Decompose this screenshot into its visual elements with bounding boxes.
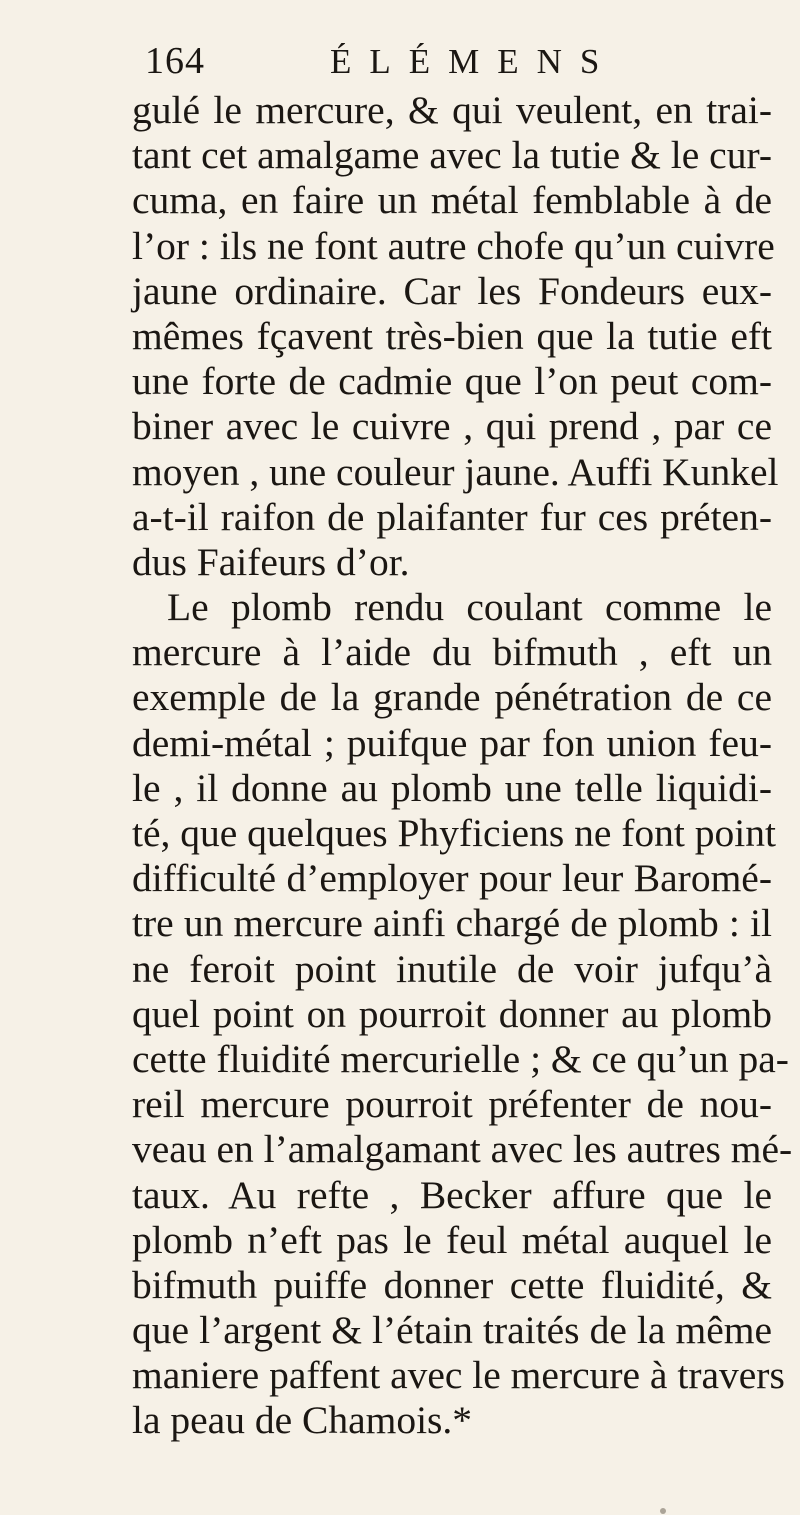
text-line: plomb n’eft pas le feul métal auquel le	[132, 1217, 772, 1262]
text-line: a-t-il raifon de plaifanter fur ces préten-	[132, 494, 772, 539]
text-line: une forte de cadmie que l’on peut com-	[132, 359, 772, 404]
running-head: ÉLÉMENS	[330, 42, 618, 81]
page-number: 164	[145, 40, 205, 82]
text-line: ne feroit point inutile de voir jufqu’à	[132, 946, 772, 991]
text-line: jaune ordinaire. Car les Fondeurs eux-	[132, 268, 772, 313]
page-header	[0, 28, 800, 96]
text-line: mêmes fçavent très-bien que la tutie eft	[132, 313, 772, 358]
text-line: moyen , une couleur jaune. Auffi Kunkel	[132, 449, 779, 494]
paragraph-start-line: Le plomb rendu coulant comme le	[167, 585, 772, 630]
paper-spot	[660, 1508, 666, 1514]
text-line: bifmuth puiffe donner cette fluidité, &	[132, 1262, 772, 1307]
text-line: le , il donne au plomb une telle liquidi-	[132, 765, 772, 810]
text-line: que l’argent & l’étain traités de la même	[132, 1308, 772, 1353]
text-line: difficulté d’employer pour leur Baromé-	[132, 856, 772, 901]
text-line: veau en l’amalgamant avec les autres mé-	[132, 1127, 793, 1172]
main-text	[132, 88, 793, 1444]
text-line: cuma, en faire un métal femblable à de	[132, 178, 772, 223]
text-line: taux. Au refte , Becker affure que le	[132, 1172, 772, 1217]
text-line: gulé le mercure, & qui veulent, en trai-	[132, 88, 772, 132]
text-line: biner avec le cuivre , qui prend , par ce	[132, 404, 772, 449]
text-line: maniere paffent avec le mercure à travers	[132, 1353, 785, 1398]
text-line: demi-métal ; puifque par fon union feu-	[132, 720, 772, 765]
text-line: la peau de Chamois.*	[132, 1398, 473, 1443]
text-line: dus Faifeurs d’or.	[132, 539, 410, 584]
text-line: quel point on pourroit donner au plomb	[132, 991, 772, 1036]
text-line: mercure à l’aide du bifmuth , eft un	[132, 630, 772, 675]
text-line: reil mercure pourroit préfenter de nou-	[132, 1082, 772, 1127]
text-line: tre un mercure ainfi chargé de plomb : il	[132, 901, 772, 946]
text-line: l’or : ils ne font autre chofe qu’un cuivre	[132, 223, 775, 268]
text-line: exemple de la grande pénétration de ce	[132, 675, 772, 720]
text-line: tant cet amalgame avec la tutie & le cur-	[132, 133, 772, 178]
text-line: té, que quelques Phyficiens ne font point	[132, 811, 776, 855]
text-line: cette fluidité mercurielle ; & ce qu’un pa-	[132, 1036, 789, 1081]
